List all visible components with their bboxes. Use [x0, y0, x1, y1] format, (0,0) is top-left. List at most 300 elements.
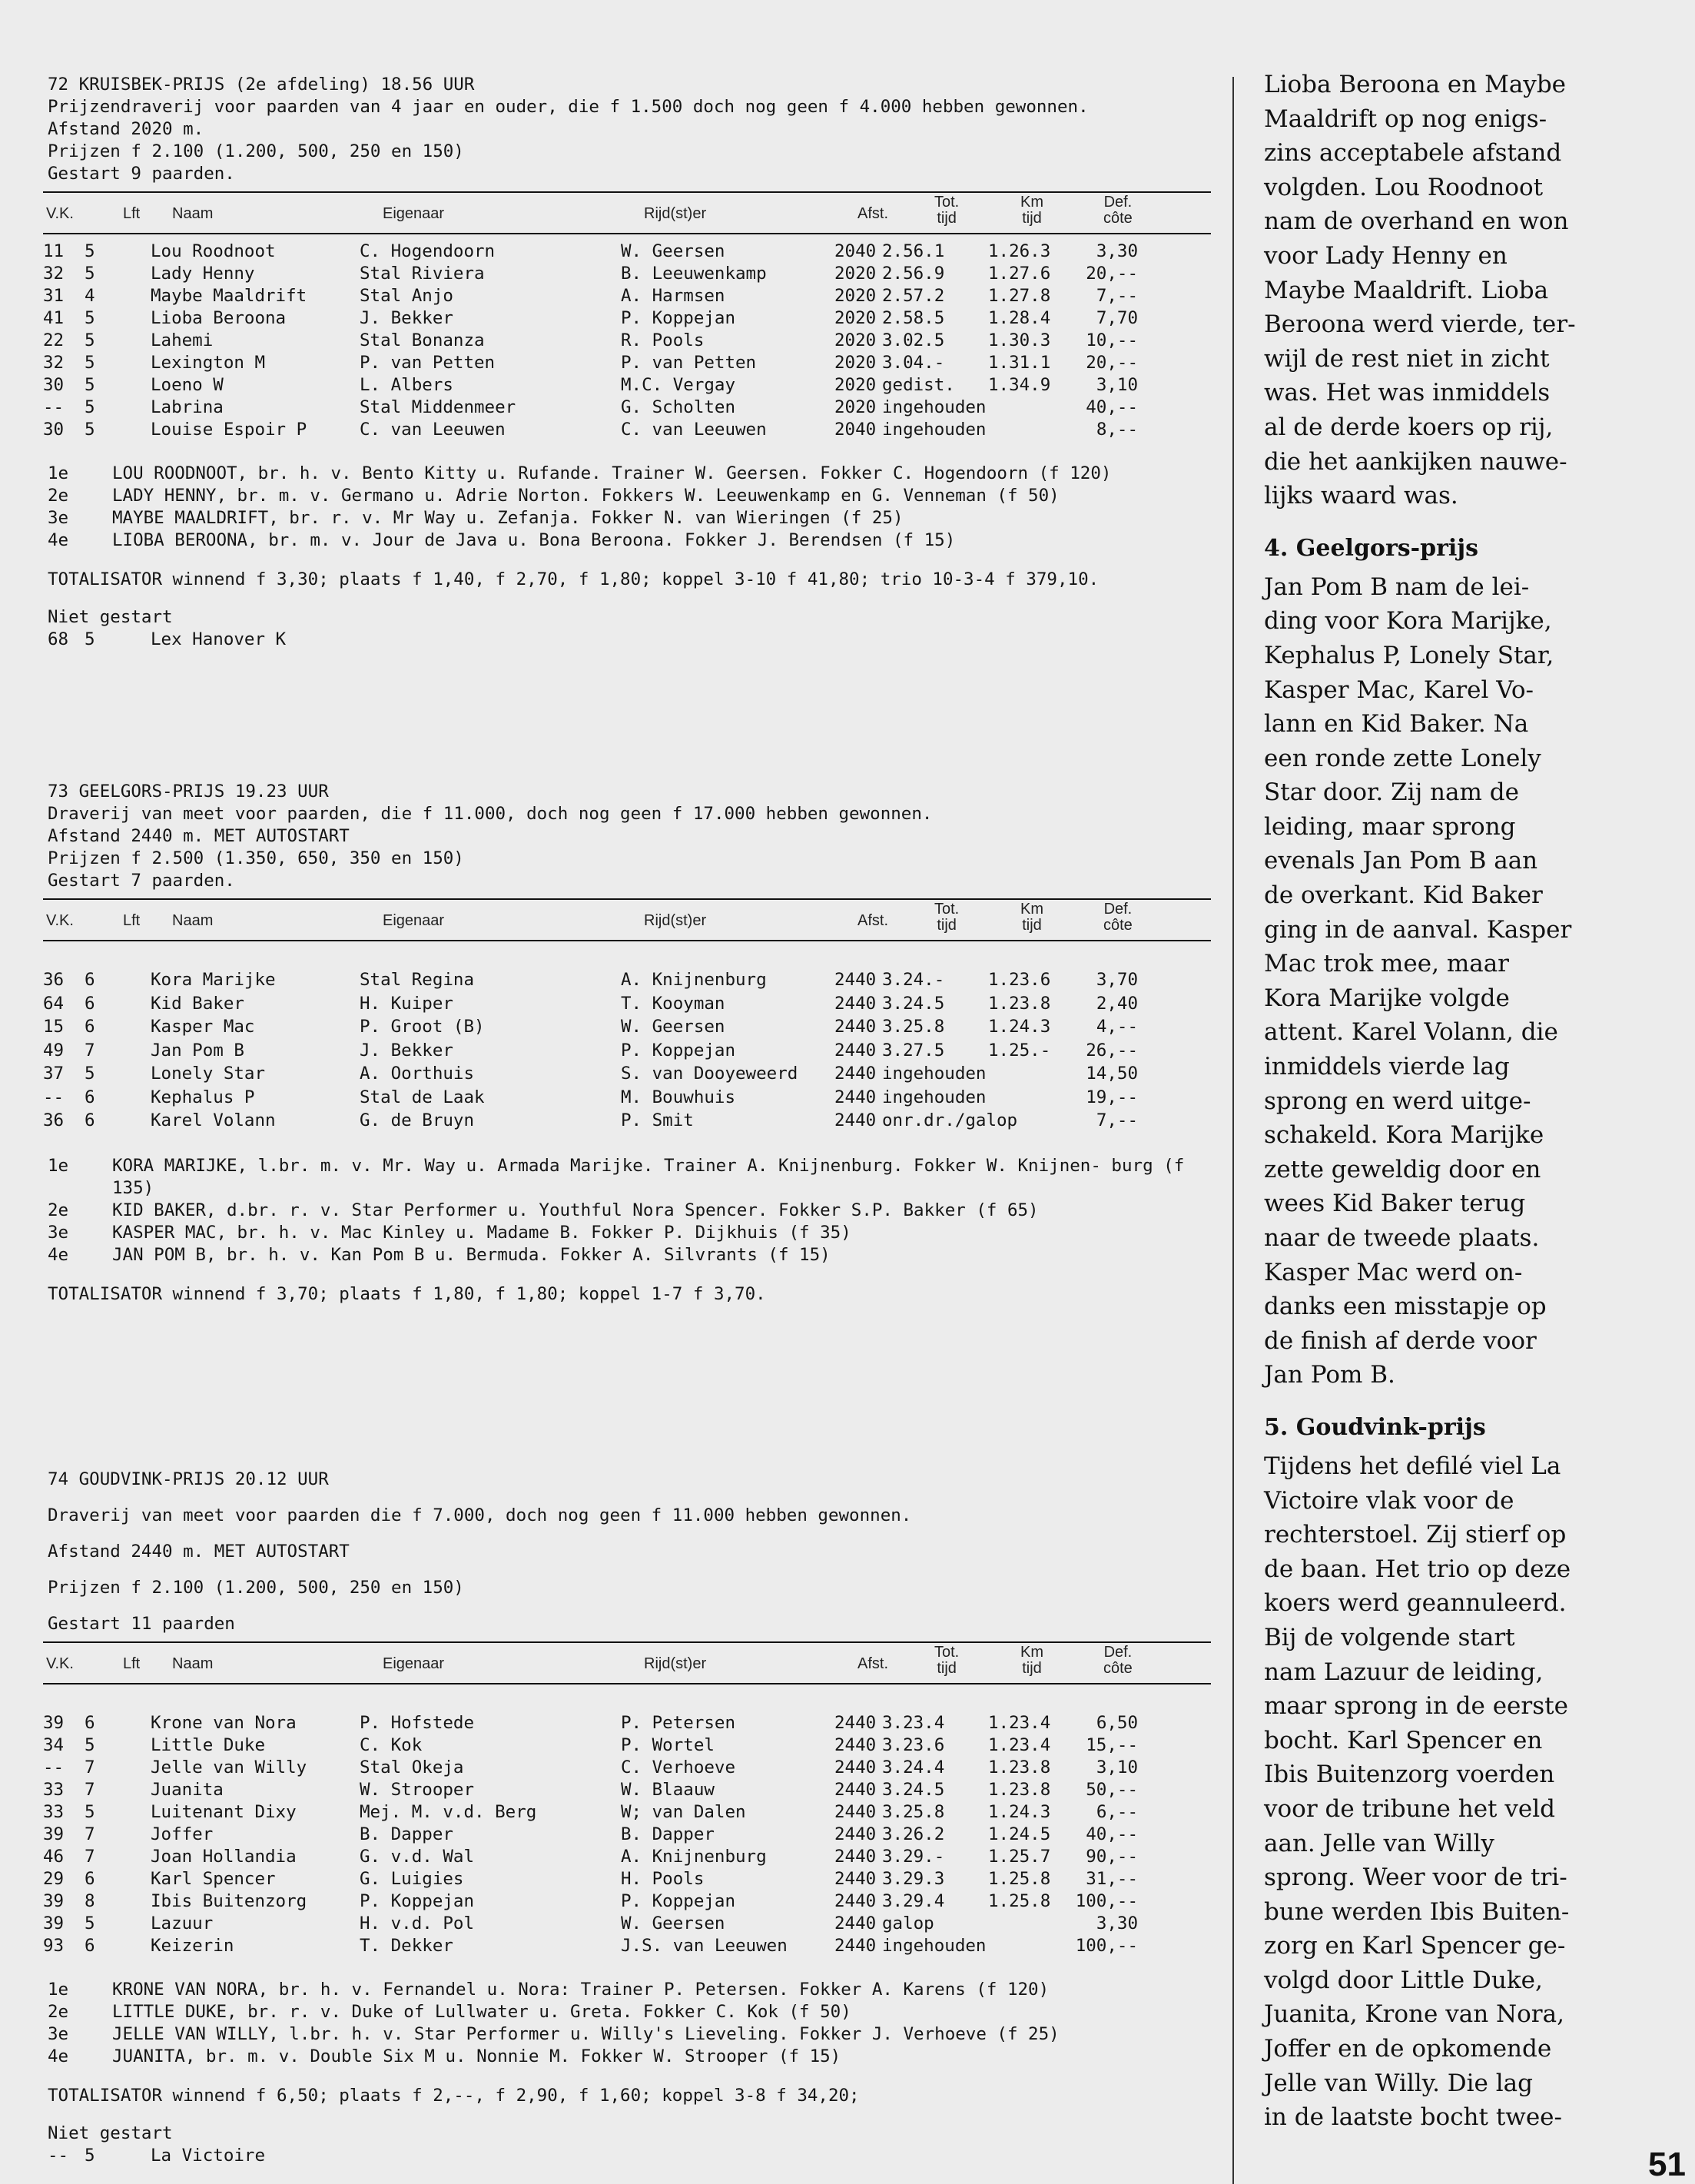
cell-vk: 41 [43, 308, 65, 328]
race-conditions: Afstand 2440 m. MET AUTOSTART [48, 826, 350, 846]
cell-tot-tijd: 3.24.5 [882, 993, 945, 1014]
report-line: Kephalus P, Lonely Star, [1264, 641, 1554, 669]
cell-def-cote: 100,-- [1075, 1936, 1138, 1956]
cell-afst: 2020 [834, 264, 877, 284]
cell-naam: Karel Volann [151, 1110, 276, 1130]
cell-rijder: R. Pools [621, 330, 705, 350]
totalisator: TOTALISATOR winnend f 3,30; plaats f 1,40, f 2,70, f 1,80; koppel 3-10 f 41,80; trio 10-3-4 f 379,10. [48, 569, 1100, 589]
report-line: wijl de rest niet in zicht [1264, 344, 1550, 373]
table-row [43, 374, 1211, 397]
table-row [43, 1757, 1211, 1779]
cell-tot-tijd: 3.27.5 [882, 1040, 945, 1060]
column-header-line: Def. [1103, 1644, 1133, 1661]
cell-tot-tijd: onr.dr./galop [882, 1110, 1018, 1130]
cell-def-cote: 20,-- [1086, 264, 1138, 284]
race-conditions: Gestart 11 paarden [48, 1614, 235, 1634]
report-line: Jelle van Willy. Die lag [1264, 2069, 1533, 2097]
column-header [934, 901, 959, 934]
placing [43, 1979, 1211, 2001]
cell-lft: 6 [85, 1017, 95, 1037]
column-header: V.K. [46, 1655, 74, 1672]
cell-rijder: A. Harmsen [621, 286, 725, 306]
cell-vk: 15 [43, 1017, 65, 1037]
cell-km-tijd: 1.23.8 [988, 993, 1051, 1014]
cell-lft: 6 [85, 993, 95, 1014]
cell-vk: -- [43, 397, 65, 417]
cell-rijder: B. Dapper [621, 1824, 715, 1844]
cell-lft: 6 [85, 1087, 95, 1107]
cell-lft: 7 [85, 1757, 95, 1777]
report-line: Victoire vlak voor de [1264, 1486, 1514, 1515]
cell-rijder: J.S. van Leeuwen [621, 1936, 788, 1956]
cell-vk: 33 [43, 1802, 65, 1822]
cell-def-cote: 2,40 [1096, 993, 1138, 1014]
cell-def-cote: 4,-- [1096, 1017, 1138, 1037]
cell-def-cote: 3,10 [1096, 1757, 1138, 1777]
report-line: Beroona werd vierde, ter- [1264, 310, 1576, 339]
cell-km-tijd: 1.34.9 [988, 375, 1051, 395]
cell-naam: Kid Baker [151, 993, 244, 1014]
report-line: Lioba Beroona en Maybe [1264, 71, 1567, 98]
table-row [43, 419, 1211, 441]
cell-naam: Keizerin [151, 1936, 234, 1956]
cell-lft: 7 [85, 1824, 95, 1844]
column-header: Naam [172, 912, 214, 929]
column-header-line: côte [1103, 210, 1133, 227]
cell-eigenaar: Stal de Laak [360, 1087, 485, 1107]
cell-lft: 7 [85, 1847, 95, 1867]
report-line: Tijdens het defilé viel La [1264, 1452, 1561, 1480]
column-divider [1232, 77, 1234, 2184]
race-conditions: Draverij van meet voor paarden, die f 11.000, doch nog geen f 17.000 hebben gewonnen. [48, 804, 933, 824]
cell-rijder: W; van Dalen [621, 1802, 746, 1822]
cell-afst: 2440 [834, 1110, 877, 1130]
cell-naam: Loeno W [151, 375, 224, 395]
table-row [43, 1935, 1211, 1957]
totalisator: TOTALISATOR winnend f 6,50; plaats f 2,--, f 2,90, f 1,60; koppel 3-8 f 34,20; [48, 2086, 860, 2106]
cell-lft: 6 [85, 1869, 95, 1889]
column-header: Rijd(st)er [644, 205, 707, 222]
cell-afst: 2440 [834, 1847, 877, 1867]
cell-def-cote: 7,-- [1096, 1110, 1138, 1130]
report-line: Star door. Zij nam de [1264, 778, 1519, 807]
table-row [43, 993, 1211, 1017]
cell-naam: Maybe Maaldrift [151, 286, 307, 306]
race-title: 73 GEELGORS-PRIJS 19.23 UUR [48, 782, 329, 802]
cell-afst: 2440 [834, 1087, 877, 1107]
report-heading: 5. Goudvink-prijs [1264, 1413, 1486, 1441]
cell-naam: Lou Roodnoot [151, 241, 276, 261]
table-row [43, 1801, 1211, 1824]
cell-tot-tijd: 3.23.4 [882, 1713, 945, 1733]
column-header: Afst. [857, 1655, 889, 1672]
cell-eigenaar: Mej. M. v.d. Berg [360, 1802, 537, 1822]
cell-tot-tijd: ingehouden [882, 1936, 987, 1956]
placing-position: 3e [48, 508, 69, 528]
column-header [1020, 901, 1043, 934]
cell-afst: 2440 [834, 1735, 877, 1755]
cell-km-tijd: 1.27.8 [988, 286, 1051, 306]
cell-tot-tijd: 3.26.2 [882, 1824, 945, 1844]
placing-position: 3e [48, 2024, 69, 2044]
report-line: die het aankijken nauwe- [1264, 447, 1567, 476]
cell-tot-tijd: ingehouden [882, 1087, 987, 1107]
cell-def-cote: 7,70 [1096, 308, 1138, 328]
cell-lft: 6 [85, 1110, 95, 1130]
report-line: sprong. Weer voor de tri- [1264, 1864, 1567, 1892]
column-header [1103, 194, 1133, 227]
cell-lft: 5 [85, 1064, 95, 1084]
cell-lft: 5 [85, 353, 95, 373]
race-conditions: Afstand 2020 m. [48, 119, 204, 139]
placing-description: JELLE VAN WILLY, l.br. h. v. Star Performer u. Willy's Lieveling. Fokker J. Verhoeve (f 25) [112, 2024, 1060, 2044]
cell-km-tijd: 1.25.- [988, 1040, 1051, 1060]
cell-tot-tijd: ingehouden [882, 420, 987, 440]
cell-afst: 2440 [834, 1780, 877, 1800]
report-line: sprong en werd uitge- [1264, 1087, 1531, 1115]
cell-rijder: A. Knijnenburg [621, 1847, 767, 1867]
cell-rijder: W. Geersen [621, 1913, 725, 1933]
cell-lft: 7 [85, 1780, 95, 1800]
cell-eigenaar: G. de Bruyn [360, 1110, 475, 1130]
cell-km-tijd: 1.23.8 [988, 1757, 1051, 1777]
cell-tot-tijd: 3.25.8 [882, 1017, 945, 1037]
cell-rijder: W. Geersen [621, 1017, 725, 1037]
column-header: Eigenaar [383, 912, 445, 929]
cell-rijder: C. van Leeuwen [621, 420, 767, 440]
cell-vk: 31 [43, 286, 65, 306]
placing [43, 1222, 1211, 1244]
table-row [43, 1016, 1211, 1040]
column-header-line: Km [1020, 194, 1043, 211]
placing-position: 4e [48, 1244, 69, 1265]
cell-afst: 2440 [834, 1936, 877, 1956]
report-line: Joffer en de opkomende [1264, 2035, 1552, 2063]
cell-vk: 34 [43, 1735, 65, 1755]
column-header: Eigenaar [383, 205, 445, 222]
cell-vk: 29 [43, 1869, 65, 1889]
report-line: Juanita, Krone van Nora, [1264, 2000, 1564, 2029]
report-line: zette geweldig door en [1264, 1155, 1541, 1183]
column-header: Rijd(st)er [644, 1655, 707, 1672]
column-header-line: Tot. [934, 194, 960, 211]
cell-rijder: B. Leeuwenkamp [621, 264, 767, 284]
report-line: koers werd geannuleerd. [1264, 1589, 1567, 1618]
table-row [43, 1913, 1211, 1935]
report-line: bocht. Karl Spencer en [1264, 1726, 1543, 1754]
table-row [43, 285, 1211, 307]
cell-def-cote: 14,50 [1086, 1064, 1138, 1084]
not-started-row [48, 2145, 509, 2167]
cell-afst: 2020 [834, 308, 877, 328]
cell-rijder: W. Blaauw [621, 1780, 715, 1800]
cell-def-cote: 50,-- [1086, 1780, 1138, 1800]
placing-description: JUANITA, br. m. v. Double Six M u. Nonnie M. Fokker W. Strooper (f 15) [112, 2046, 841, 2066]
cell-lft: 5 [85, 629, 95, 649]
column-header-line: Km [1020, 1644, 1043, 1661]
results-table-header [43, 1641, 1211, 1684]
report-line: evenals Jan Pom B aan [1264, 847, 1538, 875]
report-line: Kora Marijke volgde [1264, 984, 1510, 1012]
column-header [1103, 1645, 1133, 1677]
report-line: voor de tribune het veld [1264, 1794, 1555, 1823]
cell-afst: 2440 [834, 1802, 877, 1822]
cell-naam: Jelle van Willy [151, 1757, 307, 1777]
cell-eigenaar: Stal Middenmeer [360, 397, 516, 417]
cell-km-tijd: 1.23.6 [988, 970, 1051, 990]
column-header-line: Def. [1103, 194, 1133, 211]
cell-rijder: P. Koppejan [621, 1891, 736, 1911]
cell-eigenaar: Stal Okeja [360, 1757, 464, 1777]
report-line: leiding, maar sprong [1264, 812, 1516, 841]
cell-eigenaar: Stal Regina [360, 970, 475, 990]
cell-afst: 2040 [834, 241, 877, 261]
report-line: was. Het was inmiddels [1264, 379, 1551, 407]
cell-lft: 5 [85, 1802, 95, 1822]
placing [43, 507, 1211, 529]
table-row [43, 1110, 1211, 1133]
cell-def-cote: 3,10 [1096, 375, 1138, 395]
cell-rijder: P. Smit [621, 1110, 694, 1130]
table-row [43, 1890, 1211, 1913]
report-line: ging in de aanval. Kasper [1264, 915, 1572, 944]
results-table-header [43, 898, 1211, 941]
cell-naam: Lonely Star [151, 1064, 266, 1084]
table-row [43, 1712, 1211, 1734]
cell-vk: 39 [43, 1824, 65, 1844]
cell-afst: 2020 [834, 397, 877, 417]
cell-tot-tijd: 3.24.4 [882, 1757, 945, 1777]
table-row [43, 352, 1211, 374]
cell-lft: 5 [85, 308, 95, 328]
race-conditions: Prijzen f 2.100 (1.200, 500, 250 en 150) [48, 1578, 464, 1598]
cell-eigenaar: Stal Bonanza [360, 330, 485, 350]
cell-lft: 7 [85, 1040, 95, 1060]
report-line: de finish af derde voor [1264, 1326, 1537, 1355]
cell-vk: 46 [43, 1847, 65, 1867]
cell-vk: 49 [43, 1040, 65, 1060]
placing-position: 4e [48, 2046, 69, 2066]
cell-eigenaar: A. Oorthuis [360, 1064, 475, 1084]
column-header: Lft [123, 205, 141, 222]
race-conditions: Prijzendraverij voor paarden van 4 jaar en ouder, die f 1.500 doch nog geen f 4.000 hebben gewonnen. [48, 97, 1089, 117]
table-row [43, 397, 1211, 419]
not-started-label: Niet gestart [48, 607, 173, 627]
cell-eigenaar: G. Luigies [360, 1869, 464, 1889]
cell-rijder: T. Kooyman [621, 993, 725, 1014]
placing-description: KID BAKER, d.br. r. v. Star Performer u. Youthful Nora Spencer. Fokker S.P. Bakker (f 65) [112, 1200, 1039, 1220]
placing [43, 1244, 1211, 1266]
cell-rijder: S. van Dooyeweerd [621, 1064, 798, 1084]
cell-rijder: P. Koppejan [621, 308, 736, 328]
cell-afst: 2440 [834, 1824, 877, 1844]
column-header [1020, 1645, 1043, 1677]
report-line: volgd door Little Duke, [1264, 1966, 1543, 1994]
table-row [43, 1779, 1211, 1801]
report-line: zins acceptabele afstand [1264, 139, 1562, 168]
cell-tot-tijd: galop [882, 1913, 934, 1933]
cell-km-tijd: 1.23.4 [988, 1735, 1051, 1755]
cell-afst: 2440 [834, 1757, 877, 1777]
cell-vk: 39 [43, 1913, 65, 1933]
placings [43, 1979, 1211, 2068]
placing [43, 2023, 1211, 2046]
report-line: rechterstoel. Zij stierf op [1264, 1521, 1567, 1549]
cell-eigenaar: H. Kuiper [360, 993, 453, 1014]
cell-rijder: M.C. Vergay [621, 375, 736, 395]
placing-description: LOU ROODNOOT, br. h. v. Bento Kitty u. Rufande. Trainer W. Geersen. Fokker C. Hogendoorn (f 120) [112, 463, 1112, 483]
report-line: een ronde zette Lonely [1264, 744, 1541, 772]
report-line: inmiddels vierde lag [1264, 1053, 1510, 1081]
cell-def-cote: 10,-- [1086, 330, 1138, 350]
cell-eigenaar: B. Dapper [360, 1824, 453, 1844]
cell-def-cote: 3,70 [1096, 970, 1138, 990]
placing [43, 2046, 1211, 2068]
cell-vk: 64 [43, 993, 65, 1014]
placing-description: LIOBA BEROONA, br. m. v. Jour de Java u. Bona Beroona. Fokker J. Berendsen (f 15) [112, 530, 956, 550]
cell-tot-tijd: 3.25.8 [882, 1802, 945, 1822]
report-line: naar de tweede plaats. [1264, 1224, 1540, 1252]
cell-afst: 2440 [834, 1713, 877, 1733]
report-line: maar sprong in de eerste [1264, 1692, 1568, 1721]
cell-rijder: A. Knijnenburg [621, 970, 767, 990]
column-header-line: Tot. [934, 1644, 960, 1661]
cell-vk: 36 [43, 970, 65, 990]
report-line: aan. Jelle van Willy [1264, 1829, 1494, 1857]
cell-vk: 30 [43, 375, 65, 395]
cell-lft: 5 [85, 420, 95, 440]
cell-naam: Kephalus P [151, 1087, 255, 1107]
column-header: V.K. [46, 912, 74, 929]
placing-description: KRONE VAN NORA, br. h. v. Fernandel u. Nora: Trainer P. Petersen. Fokker A. Karens (f 120) [112, 1980, 1050, 2000]
cell-km-tijd: 1.31.1 [988, 353, 1051, 373]
results-table-body [43, 1712, 1211, 1957]
placing [43, 529, 1211, 552]
cell-def-cote: 6,-- [1096, 1802, 1138, 1822]
cell-lft: 5 [85, 1913, 95, 1933]
report-line: volgden. Lou Roodnoot [1264, 173, 1544, 201]
placing-position: 1e [48, 1980, 69, 2000]
column-header-line: côte [1103, 1660, 1133, 1677]
cell-def-cote: 7,-- [1096, 286, 1138, 306]
cell-vk: 32 [43, 264, 65, 284]
cell-def-cote: 31,-- [1086, 1869, 1138, 1889]
cell-def-cote: 40,-- [1086, 1824, 1138, 1844]
cell-tot-tijd: 2.57.2 [882, 286, 945, 306]
column-header-line: Km [1020, 901, 1043, 918]
cell-afst: 2020 [834, 330, 877, 350]
race-conditions: Draverij van meet voor paarden die f 7.000, doch nog geen f 11.000 hebben gewonnen. [48, 1505, 912, 1525]
table-row [43, 307, 1211, 330]
cell-km-tijd: 1.27.6 [988, 264, 1051, 284]
cell-naam: Little Duke [151, 1735, 266, 1755]
cell-km-tijd: 1.24.3 [988, 1802, 1051, 1822]
cell-vk: 68 [48, 629, 69, 649]
cell-naam: Lady Henny [151, 264, 255, 284]
cell-eigenaar: P. Groot (B) [360, 1017, 485, 1037]
cell-lft: 6 [85, 1936, 95, 1956]
page-number: 51 [1648, 2146, 1686, 2183]
placing-description: MAYBE MAALDRIFT, br. r. v. Mr Way u. Zefanja. Fokker N. van Wieringen (f 25) [112, 508, 904, 528]
not-started-row [48, 629, 509, 651]
cell-lft: 5 [85, 2146, 95, 2166]
column-header: Afst. [857, 205, 889, 222]
column-header-line: tijd [1022, 1660, 1042, 1677]
table-row [43, 1063, 1211, 1087]
column-header-line: Def. [1103, 901, 1133, 918]
report-line: schakeld. Kora Marijke [1264, 1121, 1544, 1150]
placing-description: LITTLE DUKE, br. r. v. Duke of Lullwater u. Greta. Fokker C. Kok (f 50) [112, 2002, 851, 2022]
totalisator: TOTALISATOR winnend f 3,70; plaats f 1,80, f 1,80; koppel 1-7 f 3,70. [48, 1283, 766, 1304]
cell-lft: 5 [85, 330, 95, 350]
column-header [934, 1645, 959, 1677]
report-line: attent. Karel Volann, die [1264, 1018, 1558, 1047]
placing-position: 3e [48, 1222, 69, 1243]
cell-afst: 2440 [834, 1891, 877, 1911]
report-line: Kasper Mac, Karel Vo- [1264, 675, 1534, 704]
cell-afst: 2040 [834, 420, 877, 440]
placing-position: 2e [48, 1200, 69, 1220]
results-table-header [43, 191, 1211, 234]
cell-def-cote: 3,30 [1096, 1913, 1138, 1933]
cell-naam: Karl Spencer [151, 1869, 276, 1889]
cell-tot-tijd: 3.02.5 [882, 330, 945, 350]
cell-rijder: C. Verhoeve [621, 1757, 736, 1777]
cell-def-cote: 6,50 [1096, 1713, 1138, 1733]
cell-eigenaar: C. Hogendoorn [360, 241, 496, 261]
report-line: danks een misstapje op [1264, 1293, 1547, 1321]
cell-km-tijd: 1.30.3 [988, 330, 1051, 350]
race-conditions: Prijzen f 2.100 (1.200, 500, 250 en 150) [48, 141, 464, 161]
column-header: Afst. [857, 912, 889, 929]
table-row [43, 1734, 1211, 1757]
column-header [934, 194, 959, 227]
cell-eigenaar: Stal Riviera [360, 264, 485, 284]
cell-lft: 4 [85, 286, 95, 306]
cell-vk: 37 [43, 1064, 65, 1084]
table-row [43, 1087, 1211, 1110]
report-line: Jan Pom B nam de lei- [1264, 573, 1530, 601]
not-started [48, 606, 509, 651]
column-header: Rijd(st)er [644, 912, 707, 929]
not-started-label: Niet gestart [48, 2123, 173, 2143]
cell-lft: 6 [85, 1713, 95, 1733]
cell-def-cote: 15,-- [1086, 1735, 1138, 1755]
placing [43, 463, 1211, 485]
cell-def-cote: 19,-- [1086, 1087, 1138, 1107]
cell-naam: Lioba Beroona [151, 308, 287, 328]
cell-tot-tijd: 3.24.- [882, 970, 945, 990]
cell-afst: 2440 [834, 1869, 877, 1889]
race-conditions: Gestart 9 paarden. [48, 164, 235, 184]
cell-km-tijd: 1.28.4 [988, 308, 1051, 328]
placing [43, 1155, 1211, 1200]
cell-eigenaar: P. Hofstede [360, 1713, 475, 1733]
race-title: 74 GOUDVINK-PRIJS 20.12 UUR [48, 1469, 329, 1489]
column-header: Naam [172, 205, 214, 222]
results-table-body [43, 969, 1211, 1133]
cell-vk: -- [43, 1757, 65, 1777]
column-header-line: côte [1103, 917, 1133, 934]
column-header: Naam [172, 1655, 214, 1672]
cell-naam: Ibis Buitenzorg [151, 1891, 307, 1911]
cell-eigenaar: P. Koppejan [360, 1891, 475, 1911]
column-header-line: tijd [1022, 210, 1042, 227]
cell-rijder: P. Petersen [621, 1713, 736, 1733]
cell-afst: 2020 [834, 375, 877, 395]
race-conditions: Prijzen f 2.500 (1.350, 650, 350 en 150) [48, 848, 464, 868]
cell-def-cote: 3,30 [1096, 241, 1138, 261]
